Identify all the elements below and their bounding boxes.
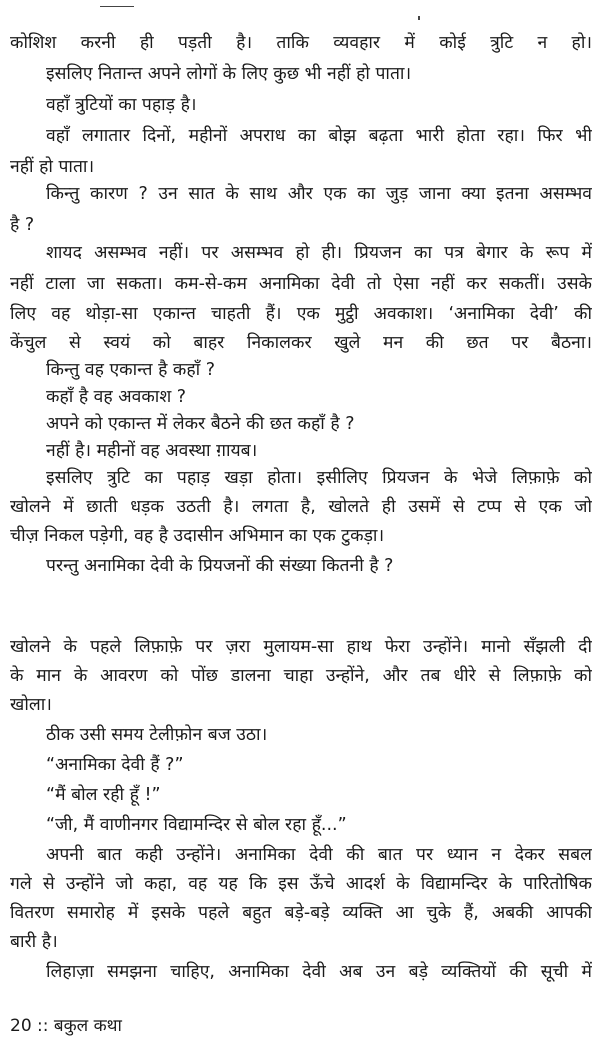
text-line: इसलिए नितान्त अपने लोगों के लिए कुछ भी नहीं हो पाता। bbox=[46, 64, 412, 84]
text-line: वहाँ त्रुटियों का पहाड़ है। bbox=[46, 95, 197, 115]
text-line: खोला। bbox=[10, 695, 52, 715]
text-line: परन्तु अनामिका देवी के प्रियजनों की संख्या कितनी है ? bbox=[46, 556, 394, 576]
text-line: नहीं टाला जा सकता। कम-से-कम अनामिका देवी तो ऐसा नहीं कर सकतीं। उसके bbox=[10, 274, 592, 294]
text-line: इसलिए त्रुटि का पहाड़ खड़ा होता। इसीलिए प्रियजन के भेजे लिफ़ाफ़े को bbox=[46, 468, 592, 488]
text-line: किन्तु कारण ? उन सात के साथ और एक का जुड़ जाना क्या इतना असम्भव bbox=[46, 184, 592, 204]
text-line: बारी है। bbox=[10, 932, 58, 952]
text-line: शायद असम्भव नहीं। पर असम्भव हो ही। प्रियजन का पत्र बेगार के रूप में bbox=[46, 243, 592, 263]
text-line: “जी, मैं वाणीनगर विद्यामन्दिर से बोल रहा हूँ...” bbox=[46, 815, 347, 835]
text-line: नहीं है। महीनों वह अवस्था ग़ायब। bbox=[46, 441, 258, 461]
text-line: खोलने में छाती धड़क उठती है। लगता है, खोलते ही उसमें से टप्प से एक जो bbox=[10, 497, 592, 517]
text-line: “मैं बोल रही हूँ !” bbox=[46, 785, 161, 805]
scan-mark-dot bbox=[418, 16, 420, 20]
text-line: अपनी बात कही उन्होंने। अनामिका देवी की बात पर ध्यान न देकर सबल bbox=[46, 845, 592, 865]
text-line: वहाँ लगातार दिनों, महीनों अपराध का बोझ बढ़ता भारी होता रहा। फिर भी bbox=[46, 126, 592, 146]
text-line: वितरण समारोह में इसके पहले बहुत बड़े-बड़े व्यक्ति आ चुके हैं, अबकी आपकी bbox=[10, 903, 592, 923]
text-line: के मान के आवरण को पोंछ डालना चाहा उन्होंने, और तब धीरे से लिफ़ाफ़े को bbox=[10, 666, 592, 686]
scan-mark-top bbox=[100, 6, 134, 7]
text-line: कोशिश करनी ही पड़ती है। ताकि व्यवहार में कोई त्रुटि न हो। bbox=[10, 33, 592, 53]
text-line: चीज़ निकल पड़ेगी, वह है उदासीन अभिमान का एक टुकड़ा। bbox=[10, 526, 385, 546]
text-line: नहीं हो पाता। bbox=[10, 157, 95, 177]
text-line: “अनामिका देवी हैं ?” bbox=[46, 755, 184, 775]
text-line: गले से उन्होंने जो कहा, वह यह कि इस ऊँचे आदर्श के विद्यामन्दिर के पारितोषिक bbox=[10, 874, 592, 894]
text-line: लिए वह थोड़ा-सा एकान्त चाहती हैं। एक मुट्ठी अवकाश। ‘अनामिका देवी’ की bbox=[10, 304, 592, 324]
text-line: खोलने के पहले लिफ़ाफ़े पर ज़रा मुलायम-सा हाथ फेरा उन्होंने। मानो सँझली दी bbox=[10, 637, 592, 657]
text-line: किन्तु वह एकान्त है कहाँ ? bbox=[46, 360, 216, 380]
text-line: है ? bbox=[10, 215, 35, 235]
text-line: ठीक उसी समय टेलीफ़ोन बज उठा। bbox=[46, 725, 268, 745]
text-line: अपने को एकान्त में लेकर बैठने की छत कहाँ है ? bbox=[46, 414, 355, 434]
page-footer: 20 :: बकुल कथा bbox=[10, 1016, 122, 1036]
text-line: कहाँ है वह अवकाश ? bbox=[46, 387, 187, 407]
text-line: लिहाज़ा समझना चाहिए, अनामिका देवी अब उन बड़े व्यक्तियों की सूची में bbox=[46, 962, 592, 982]
text-line: केंचुल से स्वयं को बाहर निकालकर खुले मन की छत पर बैठना। bbox=[10, 333, 592, 353]
